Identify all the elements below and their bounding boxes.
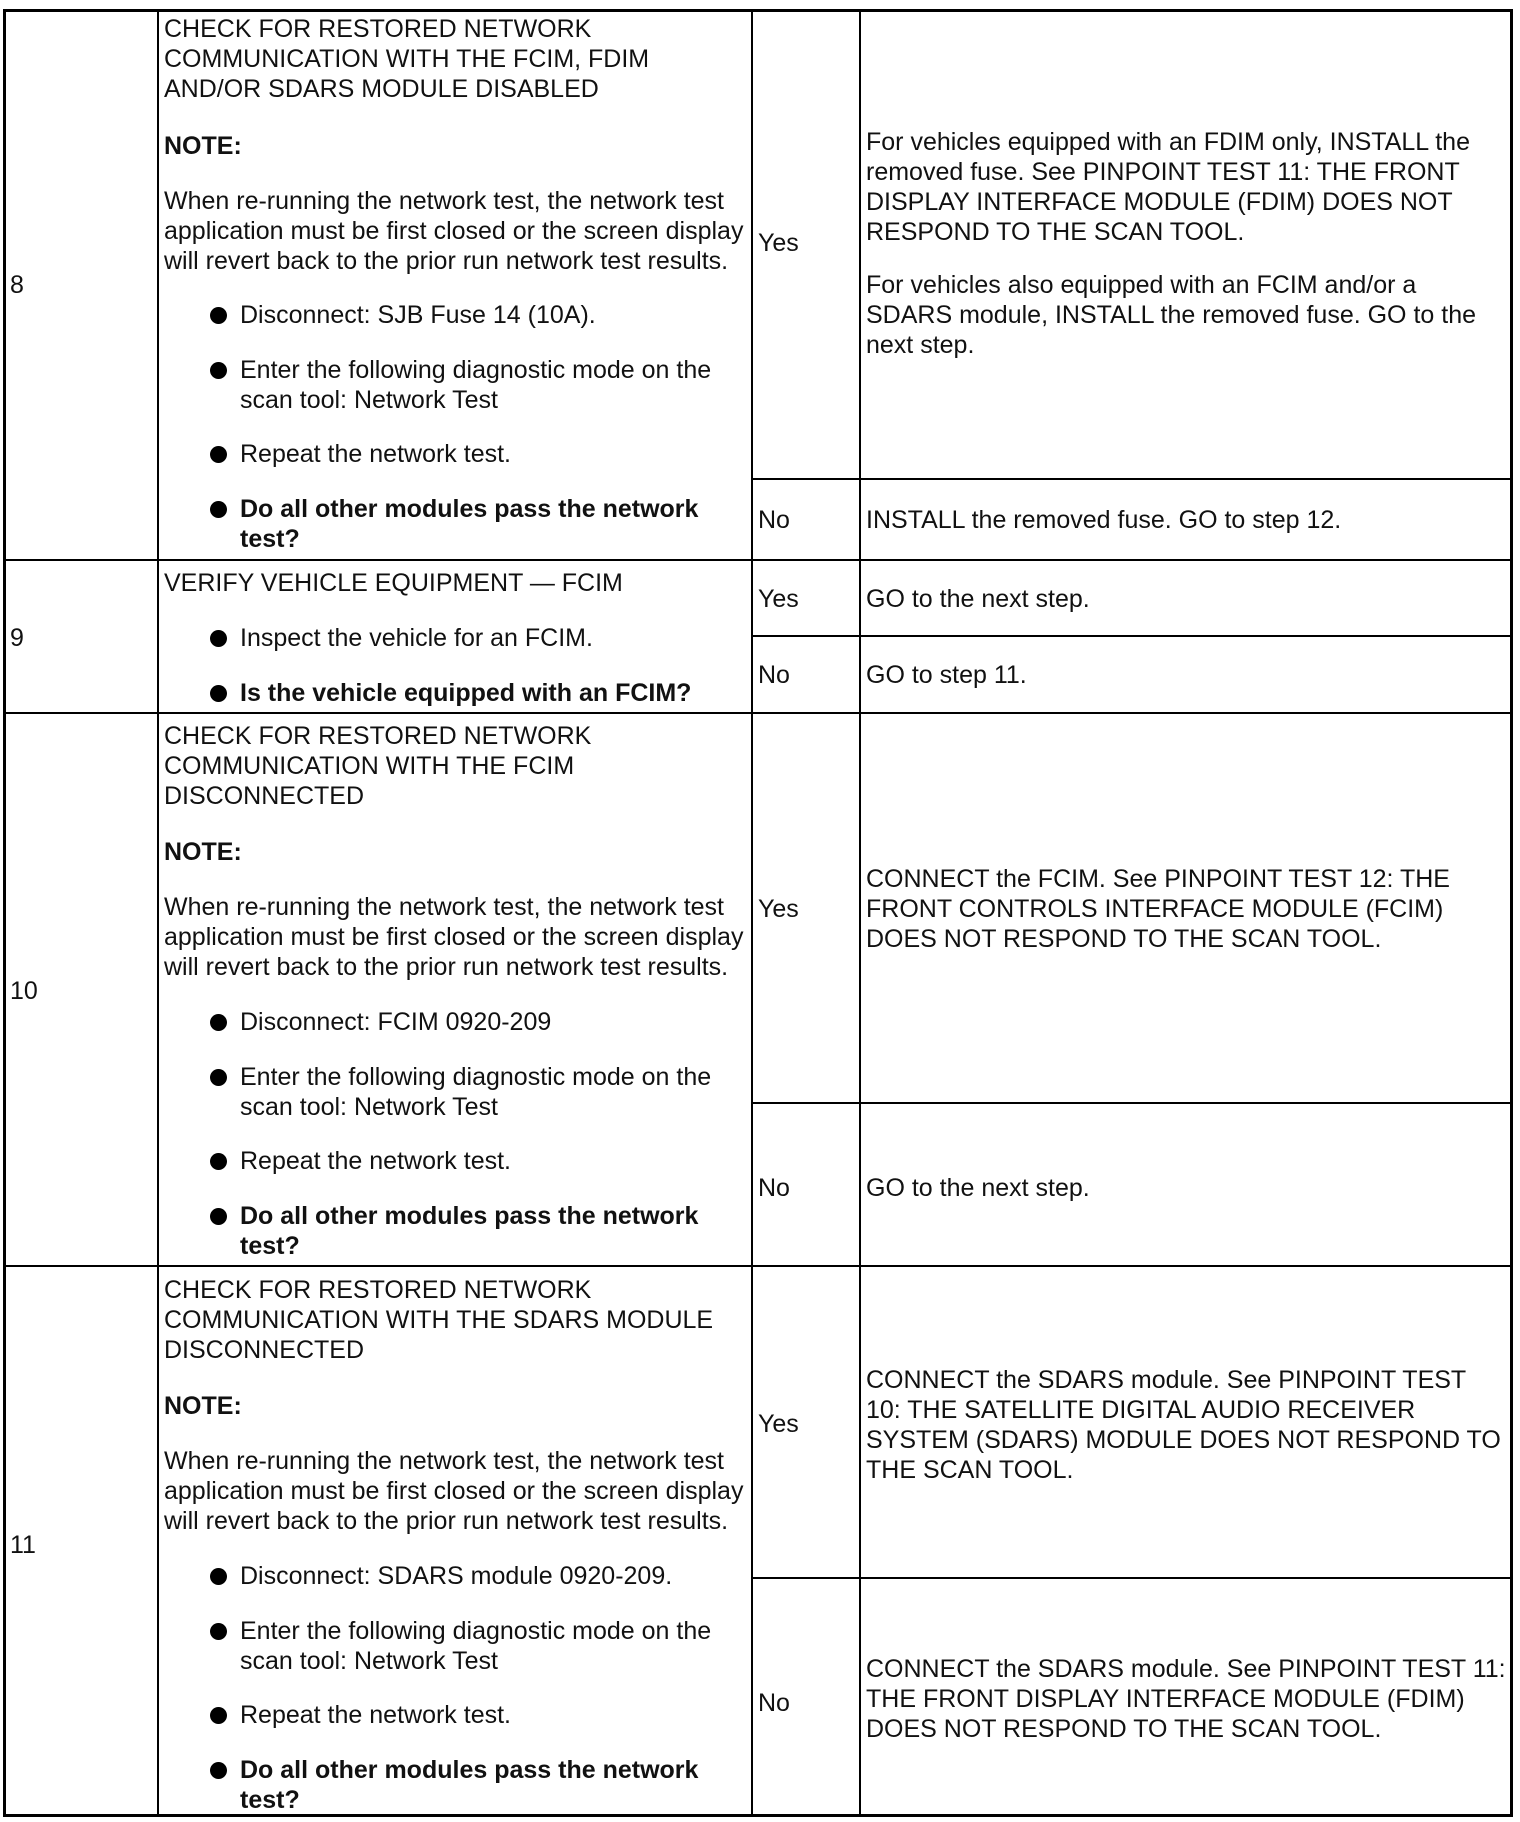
procedure-bullet: Inspect the vehicle for an FCIM. [240, 624, 593, 652]
procedure-bullet: Disconnect: SJB Fuse 14 (10A). [240, 301, 596, 329]
procedure-question: Do all other modules pass the network test? [240, 1202, 699, 1260]
procedure-question: Do all other modules pass the network test? [240, 1756, 699, 1814]
step-title: CHECK FOR RESTORED NETWORK COMMUNICATION WITH THE SDARS MODULE DISCONNECTED [164, 1276, 714, 1364]
bullet-icon [210, 685, 227, 702]
procedure-bullet: Disconnect: SDARS module 0920-209. [240, 1562, 673, 1590]
note-text: When re-running the network test, the network test application must be first closed or the screen display will revert back to the prior run network test results. [164, 1447, 744, 1535]
note-label: NOTE: [164, 1392, 242, 1420]
procedure-bullet: Disconnect: FCIM 0920-209 [240, 1008, 552, 1036]
answer-no: No [758, 1174, 790, 1202]
column-divider [751, 9, 753, 1817]
no-action: GO to step 11. [866, 661, 1027, 689]
answer-yes: Yes [758, 1410, 799, 1438]
bullet-icon [210, 1208, 227, 1225]
row-divider [3, 1265, 1513, 1267]
yes-action: GO to the next step. [866, 585, 1090, 613]
bullet-icon [210, 1568, 227, 1585]
step-number: 10 [10, 977, 38, 1005]
bullet-icon [210, 446, 227, 463]
step-title: VERIFY VEHICLE EQUIPMENT — FCIM [164, 569, 623, 597]
bullet-icon [210, 1014, 227, 1031]
bullet-icon [210, 1069, 227, 1086]
note-text: When re-running the network test, the network test application must be first closed or the screen display will revert back to the prior run network test results. [164, 187, 744, 275]
step-number: 8 [10, 271, 24, 299]
step-number: 11 [10, 1531, 36, 1559]
procedure-question: Do all other modules pass the network test? [240, 495, 699, 553]
procedure-bullet: Enter the following diagnostic mode on the scan tool: Network Test [240, 1063, 712, 1121]
answer-divider [751, 635, 1513, 637]
bullet-icon [210, 1153, 227, 1170]
no-action: INSTALL the removed fuse. GO to step 12. [866, 506, 1342, 534]
no-action: CONNECT the SDARS module. See PINPOINT TEST 11: THE FRONT DISPLAY INTERFACE MODULE (FDIM) DOES NOT RESPOND TO THE SCAN TOOL. [866, 1655, 1506, 1743]
note-text: When re-running the network test, the network test application must be first closed or the screen display will revert back to the prior run network test results. [164, 893, 744, 981]
answer-divider [751, 1102, 1513, 1104]
answer-no: No [758, 1689, 790, 1717]
answer-yes: Yes [758, 895, 799, 923]
bullet-icon [210, 1762, 227, 1779]
note-label: NOTE: [164, 132, 242, 160]
bullet-icon [210, 501, 227, 518]
answer-no: No [758, 661, 790, 689]
procedure-bullet: Repeat the network test. [240, 1147, 511, 1175]
yes-action: CONNECT the FCIM. See PINPOINT TEST 12: THE FRONT CONTROLS INTERFACE MODULE (FCIM) DOES NOT RESPOND TO THE SCAN TOOL. [866, 865, 1450, 953]
column-divider [859, 9, 861, 1817]
step-title: CHECK FOR RESTORED NETWORK COMMUNICATION WITH THE FCIM, FDIM AND/OR SDARS MODULE DISABLED [164, 15, 650, 103]
step-number: 9 [10, 624, 24, 652]
procedure-bullet: Repeat the network test. [240, 440, 511, 468]
procedure-bullet: Enter the following diagnostic mode on the scan tool: Network Test [240, 1617, 712, 1675]
answer-yes: Yes [758, 585, 799, 613]
bullet-icon [210, 1623, 227, 1640]
procedure-bullet: Enter the following diagnostic mode on the scan tool: Network Test [240, 356, 712, 414]
bullet-icon [210, 1707, 227, 1724]
answer-divider [751, 478, 1513, 480]
procedure-bullet: Repeat the network test. [240, 1701, 511, 1729]
answer-yes: Yes [758, 229, 799, 257]
step-title: CHECK FOR RESTORED NETWORK COMMUNICATION WITH THE FCIM DISCONNECTED [164, 722, 592, 810]
bullet-icon [210, 630, 227, 647]
bullet-icon [210, 307, 227, 324]
yes-action: For vehicles also equipped with an FCIM and/or a SDARS module, INSTALL the removed fuse. GO to the next step. [866, 271, 1476, 359]
row-divider [3, 559, 1513, 561]
row-divider [3, 712, 1513, 714]
answer-no: No [758, 506, 790, 534]
note-label: NOTE: [164, 838, 242, 866]
procedure-question: Is the vehicle equipped with an FCIM? [240, 679, 692, 707]
answer-divider [751, 1577, 1513, 1579]
bullet-icon [210, 362, 227, 379]
yes-action: For vehicles equipped with an FDIM only, INSTALL the removed fuse. See PINPOINT TEST 11: THE FRONT DISPLAY INTERFACE MODULE (FDIM) DOES NOT RESPOND TO THE SCAN TOOL. [866, 128, 1470, 246]
no-action: GO to the next step. [866, 1174, 1090, 1202]
column-divider [157, 9, 159, 1817]
yes-action: CONNECT the SDARS module. See PINPOINT TEST 10: THE SATELLITE DIGITAL AUDIO RECEIVER SYSTEM (SDARS) MODULE DOES NOT RESPOND TO THE SCAN TOOL. [866, 1366, 1501, 1484]
